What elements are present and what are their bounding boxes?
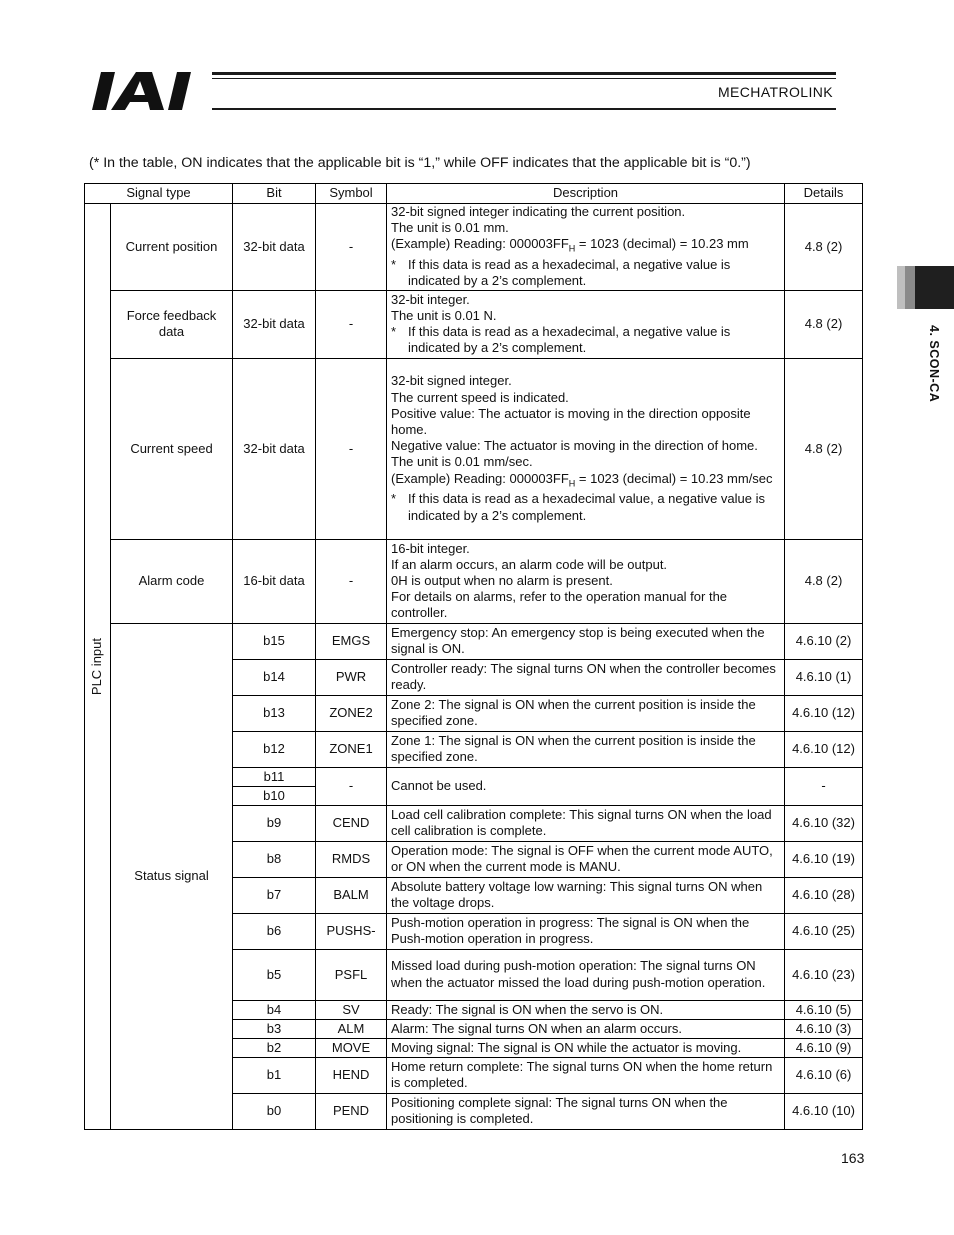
symbol-cell: PWR: [316, 659, 387, 695]
bit-cell: b8: [233, 841, 316, 877]
desc-line: Positive value: The actuator is moving in the direction opposite home.: [391, 405, 751, 437]
col-header-signal-type: Signal type: [85, 184, 233, 204]
details-cell: 4.6.10 (5): [785, 1000, 863, 1019]
description-cell: [387, 358, 785, 539]
chapter-tab: [897, 266, 954, 309]
symbol-cell: MOVE: [316, 1038, 387, 1057]
signal-type-cell: Current position: [111, 204, 233, 291]
table-row: [85, 358, 863, 539]
description-cell: Load cell calibration complete: This signal turns ON when the load cell calibration is complete.: [387, 805, 785, 841]
asterisk-note: [391, 324, 780, 356]
bit-cell: b2: [233, 1038, 316, 1057]
desc-line: Negative value: The actuator is moving in the direction of home.: [391, 438, 758, 454]
symbol-cell: -: [316, 290, 387, 358]
col-header-description: Description: [387, 184, 785, 204]
description-cell: Alarm: The signal turns ON when an alarm occurs.: [387, 1019, 785, 1038]
bit-cell: 32-bit data: [233, 290, 316, 358]
desc-line: The unit is 0.01 N.: [391, 307, 497, 323]
description-cell: Operation mode: The signal is OFF when the current mode AUTO, or ON when the current mode is MANU.: [387, 841, 785, 877]
table-row: [85, 539, 863, 623]
description-cell: Home return complete: The signal turns ON when the home return is completed.: [387, 1057, 785, 1093]
chapter-tab-light: [897, 266, 905, 309]
symbol-cell: ALM: [316, 1019, 387, 1038]
asterisk-text: If this data is read as a hexadecimal, a negative value is indicated by a 2’s complement.: [408, 257, 731, 289]
symbol-cell: PSFL: [316, 949, 387, 1000]
details-cell: 4.8 (2): [785, 539, 863, 623]
asterisk-text: If this data is read as a hexadecimal value, a negative value is indicated by a 2’s complement.: [408, 491, 766, 523]
description-cell: Absolute battery voltage low warning: This signal turns ON when the voltage drops.: [387, 877, 785, 913]
details-cell: 4.6.10 (1): [785, 659, 863, 695]
header-rule-bottom: [212, 108, 836, 110]
bit-cell: 16-bit data: [233, 539, 316, 623]
symbol-cell: HEND: [316, 1057, 387, 1093]
desc-line: 32-bit signed integer indicating the current position.: [391, 204, 686, 219]
bit-cell: b7: [233, 877, 316, 913]
desc-line: For details on alarms, refer to the operation manual for the controller.: [391, 589, 728, 621]
symbol-cell: -: [316, 767, 387, 805]
asterisk-note: [391, 257, 780, 289]
page-number: 163: [841, 1150, 865, 1166]
description-cell: Moving signal: The signal is ON while the actuator is moving.: [387, 1038, 785, 1057]
desc-line: 32-bit signed integer.: [391, 373, 512, 389]
group-label-cell: [85, 204, 111, 1130]
symbol-cell: -: [316, 204, 387, 291]
details-cell: 4.6.10 (9): [785, 1038, 863, 1057]
desc-line: If an alarm occurs, an alarm code will be output.: [391, 556, 668, 572]
details-cell: 4.8 (2): [785, 358, 863, 539]
bit-cell: b11: [233, 767, 316, 786]
symbol-cell: -: [316, 539, 387, 623]
table-row: [85, 623, 863, 659]
desc-line: [391, 471, 780, 492]
symbol-cell: ZONE2: [316, 695, 387, 731]
bit-cell: 32-bit data: [233, 358, 316, 539]
details-cell: 4.6.10 (12): [785, 731, 863, 767]
symbol-cell: BALM: [316, 877, 387, 913]
chapter-tab-dark: [915, 266, 954, 309]
desc-line: 16-bit integer.: [391, 540, 470, 556]
desc-line: 32-bit integer.: [391, 291, 470, 307]
symbol-cell: EMGS: [316, 623, 387, 659]
desc-line: The current speed is indicated.: [391, 389, 569, 405]
details-cell: 4.6.10 (25): [785, 913, 863, 949]
symbol-cell: RMDS: [316, 841, 387, 877]
status-signal-cell: Status signal: [111, 623, 233, 1129]
description-cell: [387, 204, 785, 291]
details-cell: 4.6.10 (2): [785, 623, 863, 659]
bit-cell: b9: [233, 805, 316, 841]
hex-subscript: H: [568, 244, 576, 254]
hex-subscript: H: [568, 478, 576, 489]
bit-cell: b12: [233, 731, 316, 767]
symbol-cell: PEND: [316, 1093, 387, 1129]
details-cell: 4.6.10 (3): [785, 1019, 863, 1038]
example-text: = 1023 (decimal) = 10.23 mm: [575, 236, 749, 252]
example-text: (Example) Reading: 000003FF: [391, 236, 569, 252]
bit-cell: b5: [233, 949, 316, 1000]
signal-type-cell: Alarm code: [111, 539, 233, 623]
col-header-details: Details: [785, 184, 863, 204]
bit-cell: b0: [233, 1093, 316, 1129]
description-cell: [387, 290, 785, 358]
description-cell: Zone 2: The signal is ON when the current position is inside the specified zone.: [387, 695, 785, 731]
symbol-cell: PUSHS-: [316, 913, 387, 949]
description-cell: Controller ready: The signal turns ON when the controller becomes ready.: [387, 659, 785, 695]
signal-type-cell: Current speed: [111, 358, 233, 539]
bit-cell: 32-bit data: [233, 204, 316, 291]
chapter-tab-label: 4. SCON-CA: [927, 325, 941, 403]
details-cell: 4.6.10 (28): [785, 877, 863, 913]
symbol-cell: ZONE1: [316, 731, 387, 767]
example-text: = 1023 (decimal) = 10.23 mm/sec: [575, 470, 773, 486]
details-cell: 4.6.10 (6): [785, 1057, 863, 1093]
description-cell: Missed load during push-motion operation: The signal turns ON when the actuator missed the load during push-motion operation.: [387, 949, 785, 1000]
asterisk-mark: *: [391, 324, 397, 340]
description-cell: Emergency stop: An emergency stop is being executed when the signal is ON.: [387, 623, 785, 659]
details-cell: 4.6.10 (10): [785, 1093, 863, 1129]
details-cell: 4.6.10 (19): [785, 841, 863, 877]
iai-logo: [92, 72, 204, 110]
description-cell: Ready: The signal is ON when the servo is ON.: [387, 1000, 785, 1019]
asterisk-mark: *: [391, 491, 397, 507]
desc-line: The unit is 0.01 mm.: [391, 220, 509, 236]
description-cell: Zone 1: The signal is ON when the current position is inside the specified zone.: [387, 731, 785, 767]
group-label: PLC input: [89, 637, 105, 695]
bit-cell: b3: [233, 1019, 316, 1038]
table-note: (* In the table, ON indicates that the applicable bit is “1,” while OFF indicates that the applicable bit is “0.”): [89, 155, 751, 171]
bit-cell: b14: [233, 659, 316, 695]
signal-type-cell: Force feedback data: [111, 290, 233, 358]
asterisk-mark: *: [391, 257, 397, 273]
details-cell: 4.8 (2): [785, 204, 863, 291]
bit-cell: b4: [233, 1000, 316, 1019]
description-cell: Push-motion operation in progress: The signal is ON when the Push-motion operation in progress.: [387, 913, 785, 949]
bit-cell: b6: [233, 913, 316, 949]
bit-cell: b1: [233, 1057, 316, 1093]
plc-input-signal-table: [84, 183, 863, 1130]
details-cell: 4.6.10 (12): [785, 695, 863, 731]
asterisk-note: [391, 491, 780, 523]
description-cell: Positioning complete signal: The signal turns ON when the positioning is completed.: [387, 1093, 785, 1129]
example-text: (Example) Reading: 000003FF: [391, 470, 569, 486]
col-header-bit: Bit: [233, 184, 316, 204]
desc-line: The unit is 0.01 mm/sec.: [391, 454, 533, 470]
bit-cell: b10: [233, 786, 316, 805]
header-title: MECHATROLINK: [718, 84, 833, 100]
bit-cell: b13: [233, 695, 316, 731]
details-cell: 4.8 (2): [785, 290, 863, 358]
details-cell: 4.6.10 (23): [785, 949, 863, 1000]
header-rule-top: [212, 72, 836, 75]
table-row: [85, 290, 863, 358]
desc-line: [391, 236, 780, 257]
chapter-tab-mid: [905, 266, 915, 309]
bit-cell: b15: [233, 623, 316, 659]
symbol-cell: CEND: [316, 805, 387, 841]
details-cell: 4.6.10 (32): [785, 805, 863, 841]
table-header-row: [85, 184, 863, 204]
details-cell: -: [785, 767, 863, 805]
table-row: [85, 204, 863, 291]
header-rule-thin: [212, 78, 836, 79]
desc-line: 0H is output when no alarm is present.: [391, 573, 613, 588]
asterisk-text: If this data is read as a hexadecimal, a negative value is indicated by a 2’s complement.: [408, 324, 731, 356]
col-header-symbol: Symbol: [316, 184, 387, 204]
symbol-cell: SV: [316, 1000, 387, 1019]
description-cell: [387, 539, 785, 623]
description-cell: Cannot be used.: [387, 767, 785, 805]
symbol-cell: -: [316, 358, 387, 539]
